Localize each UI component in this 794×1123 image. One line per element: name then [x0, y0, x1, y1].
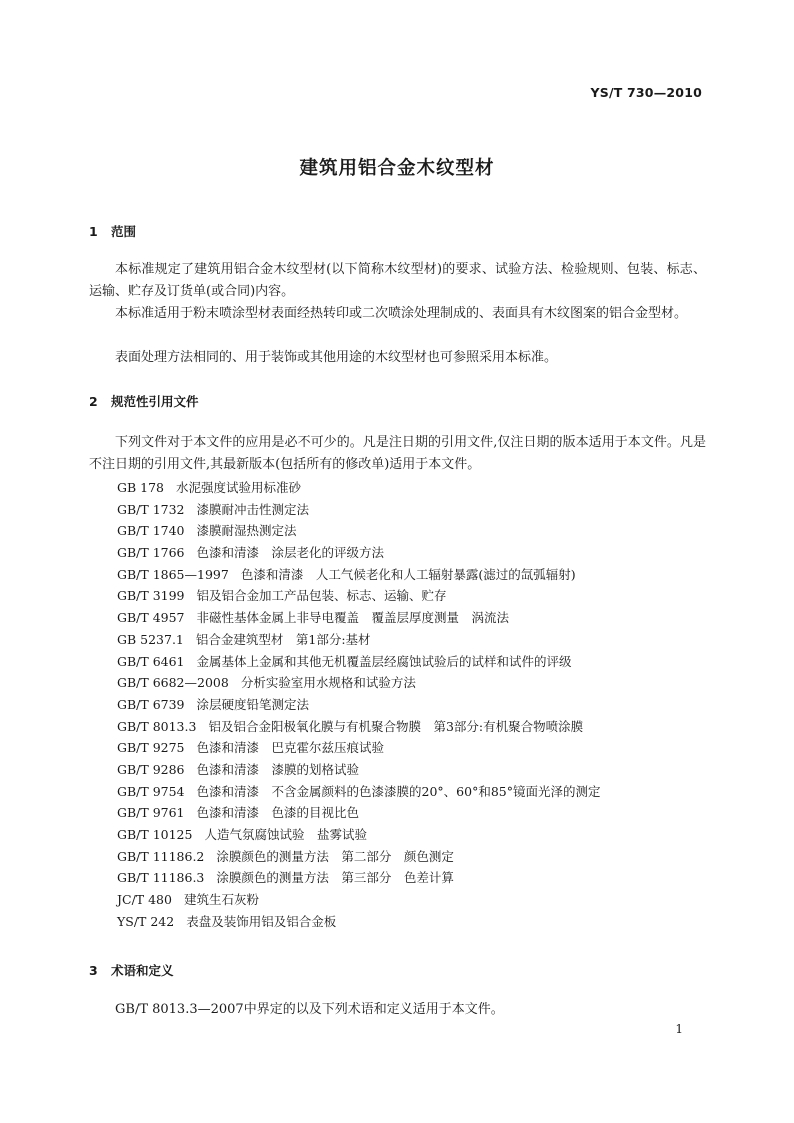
reference-item: [117, 564, 600, 586]
reference-title: 色漆和清漆 色漆的目视比色: [196, 805, 360, 821]
reference-item: [117, 737, 600, 759]
reference-item: [117, 477, 600, 499]
reference-code: GB/T 11186.2: [117, 848, 205, 864]
reference-code: GB/T 9761: [117, 805, 185, 821]
reference-code: GB/T 9286: [117, 761, 185, 777]
reference-code: GB/T 6461: [117, 653, 185, 669]
reference-title: 色漆和清漆 漆膜的划格试验: [196, 761, 360, 777]
reference-code: GB/T 6682—2008: [117, 675, 229, 691]
reference-title: 建筑生石灰粉: [183, 892, 259, 908]
reference-code: JC/T 480: [117, 892, 172, 908]
reference-code: GB/T 4957: [117, 610, 185, 626]
reference-item: [117, 824, 600, 846]
section-number: 2: [89, 394, 98, 409]
reference-title: 漆膜耐湿热测定法: [196, 523, 297, 539]
reference-title: 非磁性基体金属上非导电覆盖 覆盖层厚度测量 涡流法: [196, 610, 510, 626]
reference-code: GB 178: [117, 480, 165, 495]
reference-item: [117, 716, 600, 738]
reference-title: 铝及铝合金加工产品包装、标志、运输、贮存: [196, 588, 447, 604]
reference-title: 色漆和清漆 人工气候老化和人工辐射暴露(滤过的氙弧辐射): [240, 566, 576, 582]
reference-code: GB/T 11186.3: [117, 870, 205, 886]
reference-item: [117, 499, 600, 521]
reference-code: GB/T 9754: [117, 783, 185, 799]
page-number: 1: [675, 1022, 683, 1036]
reference-title: 分析实验室用水规格和试验方法: [240, 675, 416, 691]
section-number: 1: [89, 224, 98, 239]
reference-code: GB/T 1766: [117, 545, 185, 561]
reference-title: 涂膜颜色的测量方法 第三部分 色差计算: [216, 870, 454, 886]
paragraph: 本标准规定了建筑用铝合金木纹型材(以下简称木纹型材)的要求、试验方法、检验规则、包装、标志、运输、贮存及订货单(或合同)内容。: [89, 262, 706, 299]
reference-title: 金属基体上金属和其他无机覆盖层经腐蚀试验后的试样和试件的评级: [196, 653, 572, 669]
reference-item: [117, 889, 600, 911]
section-2-heading: [89, 392, 199, 410]
reference-title: 漆膜耐冲击性测定法: [196, 501, 310, 517]
reference-item: [117, 759, 600, 781]
reference-title: 涂膜颜色的测量方法 第二部分 颜色测定: [216, 848, 454, 864]
reference-title: 色漆和清漆 涂层老化的评级方法: [196, 545, 385, 561]
reference-item: [117, 651, 600, 673]
reference-code: GB/T 3199: [117, 588, 185, 604]
reference-item: [117, 802, 600, 824]
reference-code: GB/T 1865—1997: [117, 566, 229, 582]
reference-code: GB/T 1740: [117, 523, 185, 539]
reference-title: 涂层硬度铅笔测定法: [196, 696, 310, 712]
reference-code: GB 5237.1: [117, 631, 184, 647]
reference-item: [117, 694, 600, 716]
paragraph: 表面处理方法相同的、用于装饰或其他用途的木纹型材也可参照采用本标准。: [115, 350, 558, 365]
reference-title: 色漆和清漆 巴克霍尔兹压痕试验: [196, 740, 385, 756]
reference-code: GB/T 9275: [117, 740, 185, 756]
reference-item: [117, 672, 600, 694]
reference-item: [117, 846, 600, 868]
reference-title: 人造气氛腐蚀试验 盐雾试验: [204, 827, 367, 842]
paragraph: 下列文件对于本文件的应用是必不可少的。凡是注日期的引用文件,仅注日期的版本适用于本文件。凡是不注日期的引用文件,其最新版本(包括所有的修改单)适用于本文件。: [89, 435, 706, 472]
section-3-heading: [89, 961, 174, 979]
section-number: 3: [89, 963, 98, 978]
reference-title: 铝及铝合金阳极氧化膜与有机聚合物膜 第3部分:有机聚合物喷涂膜: [208, 718, 584, 734]
reference-code: GB/T 1732: [117, 501, 185, 517]
reference-item: [117, 867, 600, 889]
reference-title: 铝合金建筑型材 第1部分:基材: [195, 631, 371, 647]
reference-title: 水泥强度试验用标准砂: [176, 480, 302, 495]
reference-code: GB/T 6739: [117, 696, 185, 712]
normative-reference-list: [117, 477, 600, 932]
reference-item: [117, 542, 600, 564]
section-title: 术语和定义: [111, 963, 174, 978]
reference-item: [117, 607, 600, 629]
reference-code: YS/T 242: [117, 913, 175, 929]
reference-code: GB/T 10125: [117, 827, 193, 842]
section-title: 规范性引用文件: [111, 394, 199, 409]
reference-item: [117, 911, 600, 933]
reference-item: [117, 781, 600, 803]
paragraph: GB/T 8013.3—2007中界定的以及下列术语和定义适用于本文件。: [115, 1002, 504, 1017]
reference-title: 表盘及装饰用铝及铝合金板: [186, 913, 337, 929]
standard-number: YS/T 730—2010: [590, 85, 702, 100]
reference-item: [117, 520, 600, 542]
reference-code: GB/T 8013.3: [117, 718, 197, 734]
section-title: 范围: [111, 224, 137, 239]
reference-item: [117, 585, 600, 607]
document-title: 建筑用铝合金木纹型材: [299, 158, 495, 179]
reference-title: 色漆和清漆 不含金属颜料的色漆漆膜的20°、60°和85°镜面光泽的测定: [196, 783, 601, 799]
reference-item: [117, 629, 600, 651]
section-1-heading: [89, 222, 136, 240]
paragraph: 本标准适用于粉末喷涂型材表面经热转印或二次喷涂处理制成的、表面具有木纹图案的铝合金型材。: [115, 306, 688, 321]
